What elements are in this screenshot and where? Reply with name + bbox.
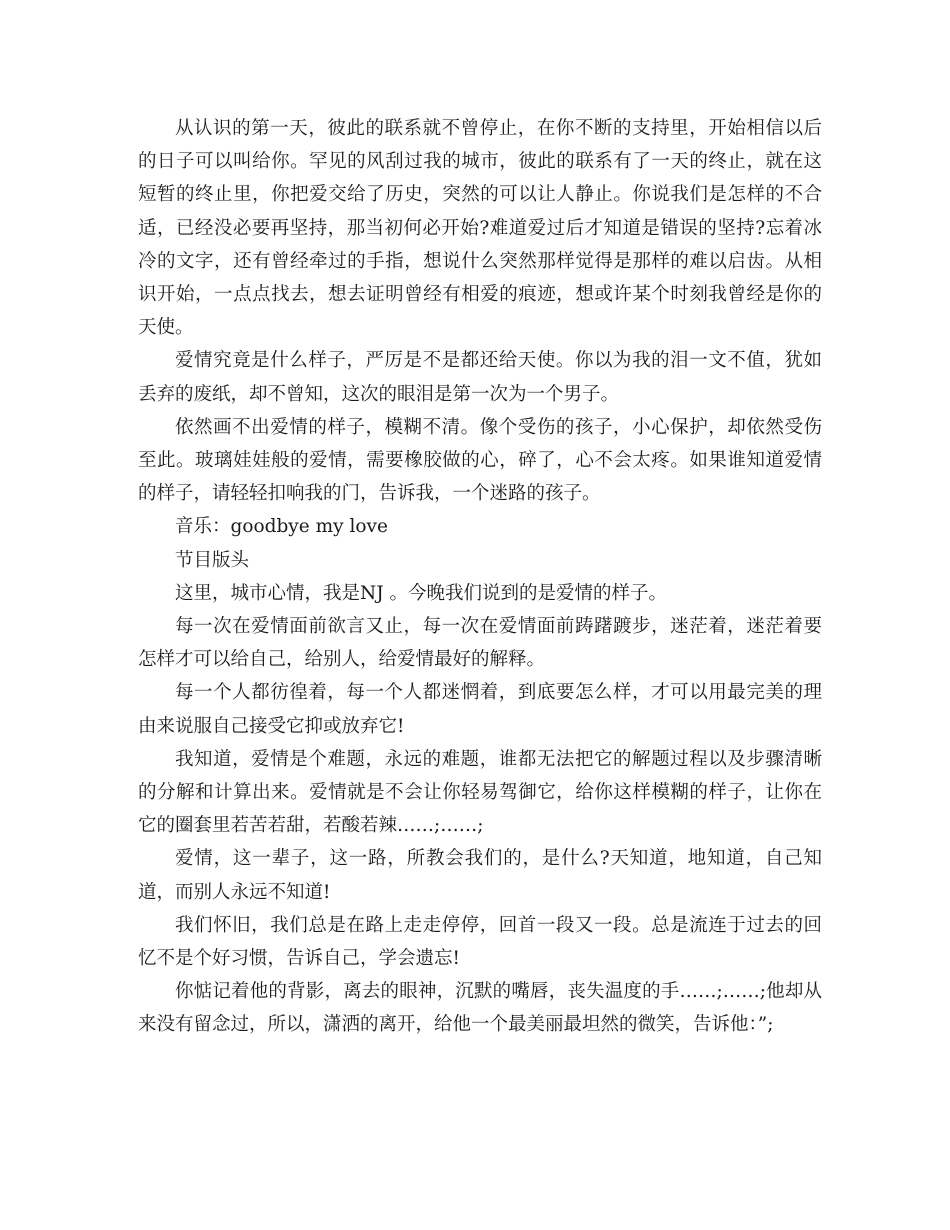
- paragraph: 依然画不出爱情的样子，模糊不清。像个受伤的孩子，小心保护，却依然受伤至此。玻璃娃娃般的爱情，需要橡胶做的心，碎了，心不会太疼。如果谁知道爱情的样子，请轻轻扣响我的门，告诉我，一个迷路的孩子。: [138, 416, 822, 505]
- paragraph: 爱情究竟是什么样子，严厉是不是都还给天使。你以为我的泪一文不值，犹如丢弃的废纸，却不曾知，这次的眼泪是第一次为一个男子。: [138, 350, 822, 405]
- document-body: [138, 112, 822, 1042]
- paragraph: 每一次在爱情面前欲言又止，每一次在爱情面前踌躇踱步，迷茫着，迷茫着要怎样才可以给自己，给别人，给爱情最好的解释。: [138, 616, 822, 671]
- paragraph: 我们怀旧，我们总是在路上走走停停，回首一段又一段。总是流连于过去的回忆不是个好习惯，告诉自己，学会遗忘!: [138, 914, 822, 970]
- paragraph: 爱情，这一辈子，这一路，所教会我们的，是什么?天知道，地知道，自己知道，而别人永远不知道!: [138, 848, 822, 903]
- paragraph: 我知道，爱情是个难题，永远的难题，谁都无法把它的解题过程以及步骤清晰的分解和计算出来。爱情就是不会让你轻易驾御它，给你这样模糊的样子，让你在它的圈套里若苦若甜，若酸若辣……;……;: [138, 748, 822, 837]
- program-header-line: 节目版头: [175, 549, 250, 571]
- paragraph: 这里，城市心情，我是NJ 。今晚我们说到的是爱情的样子。: [175, 582, 667, 604]
- paragraph: 从认识的第一天，彼此的联系就不曾停止，在你不断的支持里，开始相信以后的日子可以叫给你。罕见的风刮过我的城市，彼此的联系有了一天的终止，就在这短暂的终止里，你把爱交给了历史，突然的可以让人静止。你说我们是怎样的不合适，已经没必要再坚持，那当初何必开始?难道爱过后才知道是错误的坚持?忘着冰冷的文字，还有曾经牵过的手指，想说什么突然那样觉得是那样的难以启齿。从相识开始，一点点找去，想去证明曾经有相爱的痕迹，想或许某个时刻我曾经是你的天使。: [138, 118, 822, 339]
- paragraph: 你惦记着他的背影，离去的眼神，沉默的嘴唇，丧失温度的手……;……;他却从来没有留念过，所以，潇洒的离开，给他一个最美丽最坦然的微笑，告诉他：”;: [138, 981, 822, 1036]
- paragraph: 每一个人都彷徨着，每一个人都迷惘着，到底要怎么样，才可以用最完美的理由来说服自己接受它抑或放弃它!: [138, 682, 822, 737]
- music-line: 音乐：goodbye my love: [175, 516, 388, 538]
